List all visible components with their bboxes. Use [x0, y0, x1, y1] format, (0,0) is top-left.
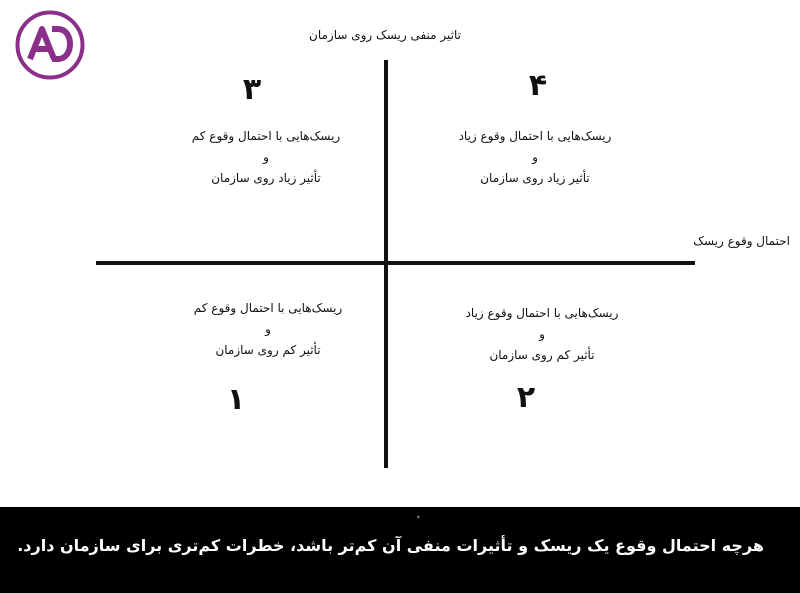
quadrant-3-line3: تأثیر زیاد روی سازمان	[211, 171, 321, 185]
quadrant-1-description	[158, 298, 378, 361]
quadrant-3-number: ۳	[242, 72, 262, 107]
quadrant-4-line3: تأثیر زیاد روی سازمان	[480, 171, 590, 185]
quadrant-1-line3: تأثیر کم روی سازمان	[215, 343, 321, 357]
footer-text: هرچه احتمال وقوع یک ریسک و تأثیرات منفی آن کم‌تر باشد، خطرات کم‌تری برای سازمان دارد.	[17, 536, 764, 555]
y-axis-label: تاثیر منفی ریسک روی سازمان	[309, 28, 461, 42]
quadrant-2-line1: ریسک‌هایی با احتمال وقوع زیاد	[465, 306, 619, 320]
footer-banner	[0, 507, 800, 593]
quadrant-3-description	[156, 126, 376, 189]
quadrant-4-description	[425, 126, 645, 189]
brand-logo	[14, 9, 86, 81]
quadrant-2-line3: تأثیر کم روی سازمان	[489, 348, 595, 362]
quadrant-3-line1: ریسک‌هایی با احتمال وقوع کم	[191, 129, 341, 143]
quadrant-1-number: ۱	[226, 382, 246, 417]
quadrant-4-line1: ریسک‌هایی با احتمال وقوع زیاد	[458, 129, 612, 143]
quadrant-4-line2: و	[532, 150, 538, 164]
quadrant-1-line1: ریسک‌هایی با احتمال وقوع کم	[193, 301, 343, 315]
x-axis-label: احتمال وقوع ریسک	[693, 234, 790, 248]
quadrant-3-line2: و	[263, 150, 269, 164]
footer-dot: •	[416, 513, 421, 522]
quadrant-2-description	[432, 303, 652, 366]
quadrant-2-line2: و	[539, 327, 545, 341]
horizontal-axis	[96, 261, 695, 265]
quadrant-4-number: ۴	[528, 68, 548, 103]
quadrant-2-number: ۲	[516, 380, 536, 415]
quadrant-1-line2: و	[265, 322, 271, 336]
